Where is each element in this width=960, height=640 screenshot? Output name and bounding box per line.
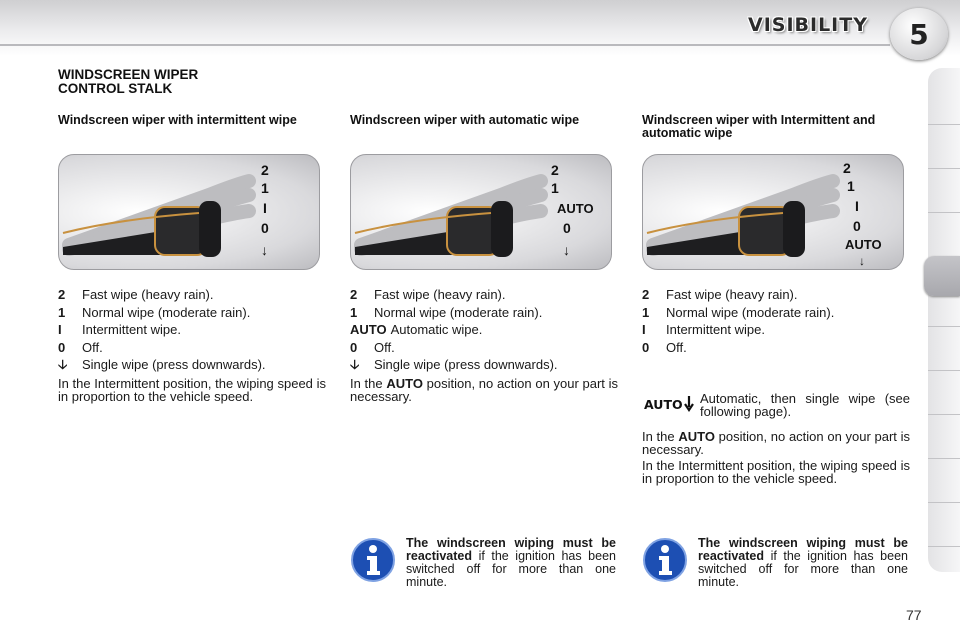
side-tab[interactable] bbox=[928, 502, 960, 503]
position-text: Normal wipe (moderate rain). bbox=[374, 304, 543, 320]
main-title-line2: CONTROL STALK bbox=[58, 81, 173, 96]
column-title: Windscreen wiper with Intermittent and automatic wipe bbox=[642, 113, 876, 140]
position-text: Single wipe (press downwards). bbox=[82, 357, 266, 372]
position-key: I bbox=[642, 322, 646, 337]
position-key: 0 bbox=[350, 339, 358, 355]
list-item bbox=[642, 321, 910, 339]
down-arrow-icon: 🡣 bbox=[58, 357, 68, 372]
side-tab[interactable] bbox=[928, 168, 960, 169]
position-text: Fast wipe (heavy rain). bbox=[82, 287, 214, 302]
header-divider bbox=[0, 44, 890, 46]
position-key: 2 bbox=[642, 287, 650, 302]
chapter-side-tabs bbox=[928, 68, 960, 572]
info-box bbox=[642, 537, 908, 589]
stalk-label-1: 1 bbox=[551, 180, 559, 196]
position-text: Fast wipe (heavy rain). bbox=[374, 287, 506, 302]
auto-note-post: position, no action on your part is necessary. bbox=[350, 375, 619, 404]
list-item bbox=[642, 339, 910, 357]
position-text: Single wipe (press downwards). bbox=[374, 357, 558, 372]
page-number: 77 bbox=[906, 607, 922, 623]
stalk-label-0: 0 bbox=[563, 220, 571, 236]
side-tab[interactable] bbox=[928, 546, 960, 547]
position-text: Normal wipe (moderate rain). bbox=[82, 304, 251, 320]
list-item bbox=[58, 304, 326, 322]
stalk-label-down: ↓ bbox=[261, 242, 268, 258]
auto-badge-label: AUTO bbox=[644, 397, 683, 412]
chapter-badge bbox=[890, 8, 948, 60]
stalk-label-auto: AUTO bbox=[845, 237, 882, 252]
info-icon bbox=[642, 537, 688, 583]
info-text bbox=[406, 537, 616, 589]
intermittent-note: In the Intermittent position, the wiping speed is in proportion to the vehicle speed. bbox=[642, 458, 910, 486]
auto-down-icon bbox=[642, 392, 696, 416]
wiper-stalk-illustration bbox=[350, 154, 612, 270]
position-text: Off. bbox=[82, 339, 103, 355]
position-key: 1 bbox=[642, 304, 650, 320]
column-title: Windscreen wiper with intermittent wipe bbox=[58, 113, 297, 127]
stalk-label-0: 0 bbox=[261, 220, 269, 236]
position-list bbox=[350, 286, 618, 374]
side-tab-active[interactable] bbox=[924, 256, 960, 296]
section-title: VISIBILITY bbox=[748, 14, 868, 36]
side-tab[interactable] bbox=[928, 414, 960, 415]
list-item bbox=[58, 286, 326, 304]
list-item bbox=[350, 321, 618, 339]
auto-note-post: position, no action on your part is necessary. bbox=[642, 429, 911, 457]
auto-note-bold: AUTO bbox=[386, 375, 423, 391]
position-text: Intermittent wipe. bbox=[666, 322, 765, 337]
auto-single-wipe-text: Automatic, then single wipe (see following page). bbox=[700, 391, 910, 419]
auto-note-pre: In the bbox=[642, 429, 679, 444]
stalk-label-auto: AUTO bbox=[557, 201, 594, 216]
auto-note bbox=[642, 430, 910, 456]
side-tab[interactable] bbox=[928, 212, 960, 213]
auto-note-bold: AUTO bbox=[678, 429, 715, 444]
list-item bbox=[58, 321, 326, 339]
position-list bbox=[58, 286, 326, 374]
side-tab[interactable] bbox=[928, 370, 960, 371]
stalk-label-2: 2 bbox=[261, 162, 269, 178]
chapter-number: 5 bbox=[909, 17, 929, 51]
position-key: 0 bbox=[642, 339, 650, 355]
info-box bbox=[350, 537, 616, 589]
info-text bbox=[698, 537, 908, 589]
column-title: Windscreen wiper with automatic wipe bbox=[350, 113, 580, 127]
main-title bbox=[58, 68, 198, 96]
list-item bbox=[350, 339, 618, 357]
stalk-label-1: 1 bbox=[847, 178, 855, 194]
position-list bbox=[642, 286, 910, 356]
side-tab[interactable] bbox=[928, 124, 960, 125]
list-item bbox=[642, 304, 910, 322]
wiper-stalk-illustration bbox=[642, 154, 904, 270]
position-text: Normal wipe (moderate rain). bbox=[666, 304, 835, 320]
auto-note-pre: In the bbox=[350, 375, 387, 391]
stalk-label-0: 0 bbox=[853, 218, 861, 234]
list-item bbox=[642, 286, 910, 304]
stalk-label-2: 2 bbox=[551, 162, 559, 178]
position-text: Off. bbox=[666, 339, 687, 355]
list-item bbox=[58, 339, 326, 357]
list-item bbox=[58, 356, 326, 374]
position-text: Intermittent wipe. bbox=[82, 322, 181, 337]
main-title-line1: WINDSCREEN WIPER bbox=[58, 67, 199, 82]
info-text-rest: if the ignition has been switched off for more than one minute. bbox=[698, 549, 908, 589]
position-key: 1 bbox=[350, 304, 358, 320]
info-text-rest: if the ignition has been switched off for more than one minute. bbox=[406, 549, 616, 589]
column-intermittent bbox=[58, 114, 326, 403]
stalk-label-2: 2 bbox=[843, 160, 851, 176]
info-icon bbox=[350, 537, 396, 583]
position-text: Automatic wipe. bbox=[390, 322, 483, 337]
info-text-bold: The windscreen wiping must be reactivated bbox=[406, 536, 616, 563]
stalk-label-1: 1 bbox=[261, 180, 269, 196]
stalk-label-down: ↓ bbox=[563, 242, 570, 258]
position-text: Fast wipe (heavy rain). bbox=[666, 287, 798, 302]
stalk-label-intermittent: I bbox=[263, 200, 267, 216]
stalk-label-intermittent: I bbox=[855, 198, 859, 214]
down-arrow-icon: ↓ bbox=[859, 254, 865, 268]
position-key: 2 bbox=[350, 287, 358, 302]
position-key: 1 bbox=[58, 304, 66, 320]
wiper-stalk-illustration bbox=[58, 154, 320, 270]
down-arrow-icon: 🡣 bbox=[350, 357, 360, 372]
info-text-bold: The windscreen wiping must be reactivated bbox=[698, 536, 908, 563]
column-intermittent-automatic bbox=[642, 114, 910, 485]
position-key: I bbox=[58, 322, 62, 337]
list-item bbox=[350, 356, 618, 374]
column-automatic bbox=[350, 114, 618, 403]
position-text: Off. bbox=[374, 339, 395, 355]
position-key: 2 bbox=[58, 287, 66, 302]
auto-note bbox=[350, 377, 618, 403]
list-item bbox=[350, 286, 618, 304]
position-key: 0 bbox=[58, 339, 66, 355]
auto-single-wipe-row bbox=[642, 392, 910, 418]
side-tab[interactable] bbox=[928, 458, 960, 459]
list-item bbox=[350, 304, 618, 322]
intermittent-note: In the Intermittent position, the wiping speed is in proportion to the vehicle speed. bbox=[58, 375, 326, 404]
position-key: AUTO bbox=[350, 322, 387, 337]
side-tab[interactable] bbox=[928, 326, 960, 327]
